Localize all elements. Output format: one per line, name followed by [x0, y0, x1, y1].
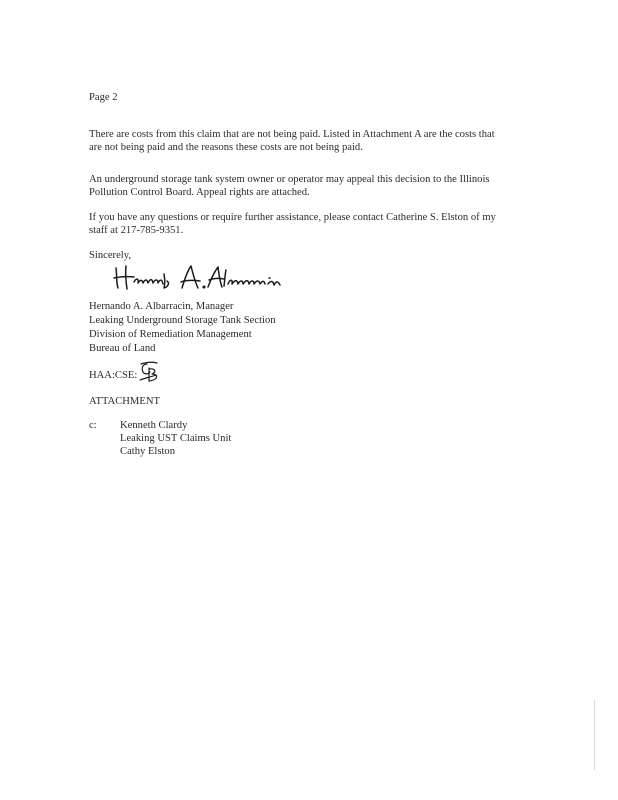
paragraph-line: staff at 217-785-9351.	[89, 225, 184, 236]
scan-artifact	[594, 700, 595, 770]
attachment-label: ATTACHMENT	[89, 396, 160, 407]
signer-section: Leaking Underground Storage Tank Section	[89, 315, 276, 326]
cc-recipient: Leaking UST Claims Unit	[120, 433, 232, 444]
page-number: Page 2	[89, 92, 118, 103]
handwritten-initials-image	[137, 361, 161, 383]
signer-name-title: Hernando A. Albarracin, Manager	[89, 301, 234, 312]
cc-recipient: Kenneth Clardy	[120, 420, 188, 431]
paragraph-line: There are costs from this claim that are not being paid. Listed in Attachment A are the costs that	[89, 129, 495, 140]
paragraph-line: are not being paid and the reasons these costs are not being paid.	[89, 142, 363, 153]
paragraph-contact	[89, 211, 549, 237]
paragraph-appeal-rights	[89, 173, 549, 199]
cc-label: c:	[89, 420, 97, 431]
cc-recipient-list	[120, 419, 231, 458]
signer-division: Division of Remediation Management	[89, 329, 252, 340]
paragraph-line: An underground storage tank system owner or operator may appeal this decision to the Illinois	[89, 174, 490, 185]
salutation: Sincerely,	[89, 250, 131, 261]
cc-recipient: Cathy Elston	[120, 446, 176, 457]
paragraph-line: Pollution Control Board. Appeal rights are attached.	[89, 187, 310, 198]
typist-initials: HAA:CSE:	[89, 370, 138, 381]
paragraph-costs-not-paid	[89, 128, 549, 154]
paragraph-line: If you have any questions or require further assistance, please contact Catherine S. Elston of my	[89, 212, 496, 223]
signature-image	[112, 260, 282, 294]
signer-bureau: Bureau of Land	[89, 343, 156, 354]
